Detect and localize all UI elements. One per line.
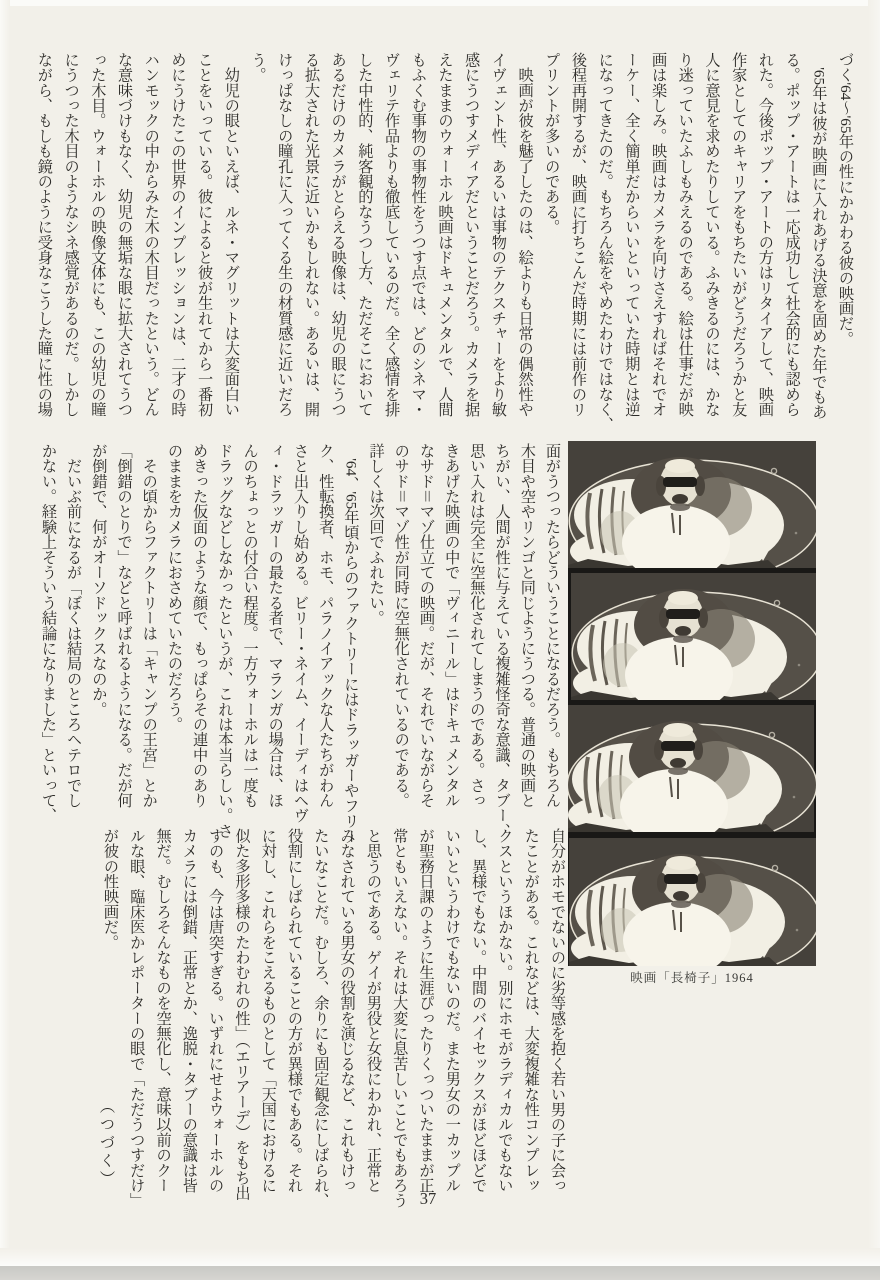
article-column: 幼児の眼といえば、ルネ・マグリットは大変面白い [222, 52, 240, 417]
article-column: る拡大された光景に近いかもしれない。あるいは、開 [302, 52, 320, 417]
article-column: クスというほかない。別にホモがラディカルでもない [496, 828, 514, 1193]
couch-film-stills-image [568, 441, 816, 966]
article-column: のままをカメラにおさめていたのだろう。 [165, 443, 183, 732]
article-column: その頃からファクトリーは「キャンプの王宮」とか [140, 443, 158, 808]
article-column: だいぶ前になるが「ぼくは結局のところヘテロでし [65, 443, 83, 808]
article-column: 詳しくは次回でふれたい。 [367, 443, 385, 626]
article-column: 映画が彼を魅了したのは、絵よりも日常の偶然性や [516, 52, 534, 417]
article-column: ドラッグなどしなかったというが、これは本当らしい。さ [216, 443, 234, 839]
scan-edge-top [0, 0, 880, 6]
article-column: のサド＝マゾ性が同時に空無化されているのである。 [392, 443, 410, 808]
article-column: たいなことだ。むしろ、余りにも固定観念にしばられ、 [312, 828, 330, 1208]
article-column: れた。今後ポップ・アートの方はリタイアして、映画 [756, 52, 774, 417]
article-column: ながら、もしも鏡のように受身なこうした瞳に性の場 [35, 52, 53, 417]
article-column: イヴェント性、あるいは事物のテクスチャーをより敏 [489, 52, 507, 417]
article-column: 常ともいえない。それは大変に息苦しいことでもあろう [391, 828, 409, 1208]
article-column: 「倒錯のとりで」などと呼ばれるようになる。だが何 [115, 443, 133, 808]
article-column: 似た多形多様のたわむれの性」（エリアーデ）をもち出 [233, 828, 251, 1201]
article-column: う。 [249, 52, 267, 83]
article-column: '64、'65年頃からのファクトリーにはドラッガーやフリー [342, 443, 360, 844]
article-column: に対し、これらをこえるものとして「天国におけるに [259, 828, 277, 1193]
article-column: る。ポップ・アートは一応成功して社会的にも認めら [783, 52, 801, 417]
article-column: づく'64～'65年の性にかかわる彼の映画だ。 [837, 52, 854, 347]
article-column: カメラには倒錯、正常とか、逸脱・タブーの意識は皆 [180, 828, 198, 1193]
article-column: し、異様でもない。中間のバイセックスがほどほどで [470, 828, 488, 1193]
film-strip-photo [568, 441, 816, 966]
article-block-bottom [97, 828, 570, 1208]
article-column: さと出入りし始める。ビリー・ネイム、イーディはヘヴ [291, 443, 309, 823]
article-column: が彼の性映画だ。 [101, 828, 119, 950]
article-column: が倒錯で、何がオーソドックスなのか。 [90, 443, 108, 717]
article-column: にうつった木目のようなシネ感覚があるのだ。しかし [62, 52, 80, 417]
article-column: '65年は彼が映画に入れあげる決意を固めた年でもあ [810, 52, 828, 420]
article-column: った木目。ウォーホルの映像文体にも、この幼児の瞳 [89, 52, 107, 417]
article-column: ことをいっている。彼によると彼が生れてから一番初 [196, 52, 214, 417]
continuation-note: （つづく） [98, 1098, 115, 1189]
article-column: 木目や空やリンゴと同じようにうつる。普通の映画と [518, 443, 536, 808]
article-column: なサド＝マゾ仕立ての映画。だが、それでいながらそ [417, 443, 435, 808]
article-column: んのちょっとの付合い程度。一方ウォーホルは一度も [241, 443, 259, 808]
article-column: いいというわけでもないのだ。また男女の一カップル [443, 828, 461, 1193]
article-column: 後程再開するが、映画に打ちこんだ時期には前作のリ [569, 52, 587, 417]
page-number: 37 [419, 1189, 437, 1208]
article-column: ちがい、人間が性に与えている複雑怪奇な意識、タブー、 [493, 443, 511, 839]
article-column: めきった仮面のような顔で、もっぱらその連中のあり [191, 443, 209, 808]
article-block-top [30, 52, 858, 434]
article-column: な意味づけもなく、幼児の無垢な眼に拡大されてうつ [116, 52, 134, 417]
article-column: 面がうつったらどういうことになるだろう。もちろん [544, 443, 561, 808]
article-column: 無だ。むしろそんなものを空無化し、意味以前のクー [154, 828, 172, 1193]
article-column: り迷っていたふしもみえるのである。絵は仕事だが映 [676, 52, 694, 417]
article-column: ルな眼、臨床医かレポーターの眼で「ただうつすだけ」 [128, 828, 146, 1208]
article-column: えたままのウォーホル映画はドキュメンタルで、人間 [436, 52, 454, 417]
article-column: すのも、今は唐突すぎる。いずれにせよウォーホルの [207, 828, 225, 1193]
article-column: した中性的、純客観的なうつし方、ただそこにおいて [356, 52, 374, 417]
article-column: 人に意見を求めたりしている。ふみきるのには、かな [703, 52, 721, 417]
article-column: プリントが多いのである。 [543, 52, 561, 235]
scan-edge-shadow [0, 1266, 880, 1280]
article-column: になってきたのだ。もちろん絵をやめたわけではなく、 [596, 52, 614, 432]
article-column: 自分がホモでないのに劣等感を抱く若い男の子に会っ [549, 828, 566, 1193]
article-column: 役割にしばられていることの方が異様でもある。それ [286, 828, 304, 1193]
photo-caption: 映画「長椅子」1964 [630, 971, 754, 985]
article-column: 画は楽しみ。映画はカメラを向けさえすればそれでオ [650, 52, 668, 417]
article-column: 作家としてのキャリアをもちたいがどうだろうかと友 [730, 52, 748, 417]
article-block-middle [36, 443, 565, 844]
article-column: もふくむ事物の事物性をうつす点では、どのシネマ・ [409, 52, 427, 417]
article-column: たことがある。これなどは、大変複雑な性コンプレッ [522, 828, 540, 1193]
article-column: 思い入れは完全に空無化されてしまうのである。さっ [468, 443, 486, 808]
article-column: ハンモックの中からみた木の木目だったという。どん [142, 52, 160, 417]
article-column: けっぱなしの瞳孔に入ってくる生の材質感に近いだろ [276, 52, 294, 417]
article-column: ヴェリテ作品よりも徹底しているのだ。全く感情を排 [383, 52, 401, 417]
article-column: ィ・ドラッガーの最たる者で、マランガの場合は、ほ [266, 443, 284, 808]
article-column: と思うのである。ゲイが男役と女役にわかれ、正常と [364, 828, 382, 1193]
article-column: みなされている男女の役割を演じるなど、これもけっ [338, 828, 356, 1193]
scan-edge-right [868, 0, 880, 1266]
article-column: ク、性転換者、ホモ、パラノイアックな人たちがわん [317, 443, 335, 808]
article-column: ーケー、全く簡単だからいいといっていた時期とは逆 [623, 52, 641, 417]
scan-edge-left [0, 0, 10, 1266]
article-column: 感にうつすメディアだということだろう。カメラを据 [463, 52, 481, 417]
article-column: あるだけのカメラがとらえる映像は、幼児の眼にうつ [329, 52, 347, 417]
article-column: きあげた映画の中で「ヴィニール」はドキュメンタル [443, 443, 461, 808]
article-column: が聖務日課のように生涯ぴったりくっついたままが正 [417, 828, 435, 1193]
article-column: めにうけたこの世界のインプレッションは、二才の時 [169, 52, 187, 417]
scan-edge-bottom [0, 1248, 880, 1266]
article-column: かない。経験上そういう結論になりました」といって、 [39, 443, 57, 823]
